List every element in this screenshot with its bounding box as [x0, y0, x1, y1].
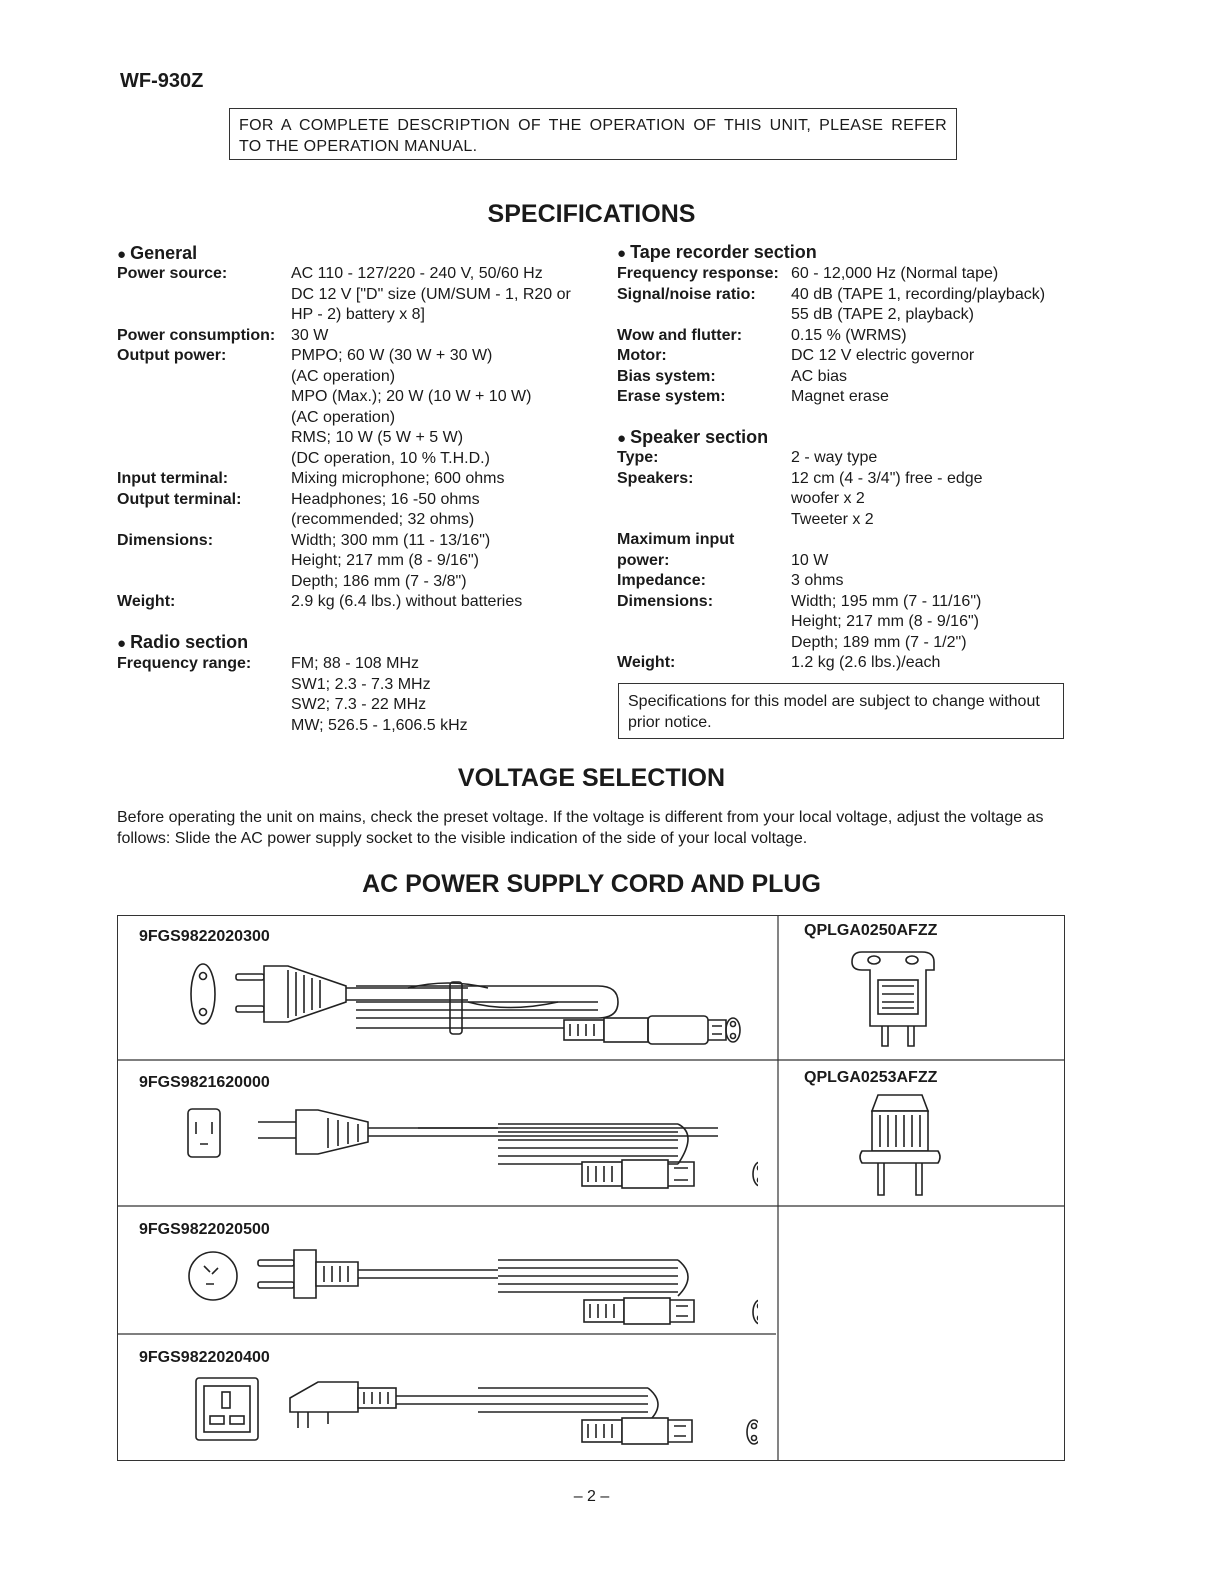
spec-value-line: FM; 88 - 108 MHz: [291, 655, 420, 672]
spec-row: [617, 264, 1067, 285]
spec-row: [617, 530, 1067, 551]
spec-value-line: woofer x 2: [791, 490, 865, 507]
spec-values: [791, 653, 1067, 674]
tape-heading: ● Tape recorder section: [617, 242, 817, 262]
spec-values: [791, 571, 1067, 592]
spec-value-line: Height; 217 mm (8 - 9/16"): [291, 552, 479, 569]
spec-value-line: 3 ohms: [791, 572, 844, 589]
cord-part-number: 9FGS9821620000: [139, 1074, 270, 1091]
spec-value-line: Magnet erase: [791, 388, 889, 405]
spec-label: Impedance:: [617, 572, 706, 589]
bullet-icon: ●: [617, 430, 627, 447]
spec-value-line: HP - 2) battery x 8]: [291, 306, 425, 323]
spec-label: Weight:: [117, 593, 176, 610]
spec-values: [791, 264, 1067, 285]
spec-value-line: DC 12 V electric governor: [791, 347, 975, 364]
spec-label: Erase system:: [617, 388, 726, 405]
spec-row: [617, 346, 1067, 367]
spec-value-line: Height; 217 mm (8 - 9/16"): [791, 613, 979, 630]
spec-row: [617, 592, 1067, 654]
spec-value-line: 2.9 kg (6.4 lbs.) without batteries: [291, 593, 523, 610]
spec-value-line: 40 dB (TAPE 1, recording/playback): [791, 285, 1046, 303]
spec-value-line: Width; 195 mm (7 - 11/16"): [791, 592, 982, 610]
radio-heading: ● Radio section: [117, 632, 249, 652]
cord-part-number: 9FGS9822020300: [139, 928, 270, 945]
adaptor-part-number: QPLGA0250AFZZ: [804, 922, 938, 939]
spec-values: [791, 530, 1067, 551]
spec-value-line: 12 cm (4 - 3/4") free - edge: [791, 469, 983, 487]
spec-value-line: 10 W: [791, 551, 829, 569]
spec-value-line: AC bias: [791, 367, 848, 385]
spec-label: Frequency response:: [617, 265, 779, 282]
adaptor-part-number: QPLGA0253AFZZ: [804, 1069, 938, 1086]
spec-values: [291, 326, 587, 347]
spec-value-line: Mixing microphone; 600 ohms: [291, 470, 505, 487]
spec-label: Output power:: [117, 347, 227, 364]
au-plug-cord-illustration: [178, 1246, 758, 1326]
spec-row: [117, 264, 587, 326]
spec-row: [617, 571, 1067, 592]
spec-value-line: AC 110 - 127/220 - 240 V, 50/60 Hz: [291, 265, 543, 282]
spec-values: [791, 469, 1067, 531]
spec-value-line: (DC operation, 10 % T.H.D.): [291, 449, 490, 467]
cord-table: [117, 915, 1065, 1461]
adaptor-qplga0250-illustration: [848, 946, 948, 1054]
tape-spec-list: [617, 264, 1067, 408]
spec-row: [617, 653, 1067, 674]
spec-value-line: Depth; 189 mm (7 - 1/2"): [791, 633, 967, 651]
spec-values: [791, 387, 1067, 408]
spec-row: [617, 367, 1067, 388]
bullet-icon: ●: [617, 245, 627, 262]
spec-values: [291, 346, 587, 469]
spec-label: Output terminal:: [117, 490, 242, 508]
spec-values: [791, 346, 1067, 367]
spec-row: [617, 551, 1067, 572]
spec-row: [117, 346, 587, 469]
spec-value-line: 30 W: [291, 326, 329, 344]
speaker-heading: ● Speaker section: [617, 427, 769, 447]
spec-value-line: 1.2 kg (2.6 lbs.)/each: [791, 654, 941, 671]
general-spec-list: [117, 264, 587, 613]
spec-label: Maximum input: [617, 531, 735, 548]
spec-row: [117, 654, 587, 736]
spec-label: Power consumption:: [117, 326, 276, 344]
notice-line-1: FOR A COMPLETE DESCRIPTION OF THE OPERATION OF THIS UNIT, PLEASE REFER: [239, 117, 947, 134]
spec-label: Bias system:: [617, 367, 716, 385]
spec-values: [791, 285, 1067, 326]
spec-value-line: Depth; 186 mm (7 - 3/8"): [291, 572, 467, 590]
cord-part-number: 9FGS9822020500: [139, 1221, 270, 1238]
spec-value-line: (AC operation): [291, 367, 396, 385]
spec-label: Motor:: [617, 347, 667, 364]
spec-label: Dimensions:: [117, 531, 214, 549]
spec-label: Dimensions:: [617, 592, 714, 610]
cord-part-number: 9FGS9822020400: [139, 1349, 270, 1366]
spec-values: [291, 531, 587, 593]
spec-row: [117, 469, 587, 490]
spec-row: [617, 285, 1067, 326]
spec-values: [791, 592, 1067, 654]
voltage-selection-title: VOLTAGE SELECTION: [457, 764, 726, 792]
bullet-icon: ●: [117, 246, 127, 263]
speaker-spec-list: [617, 448, 1067, 674]
spec-value-line: Tweeter x 2: [791, 510, 874, 528]
spec-change-notice: Specifications for this model are subject to change without prior notice.: [618, 683, 1064, 739]
spec-values: [291, 654, 587, 736]
spec-label: Power source:: [117, 265, 228, 282]
spec-row: [117, 326, 587, 347]
spec-label: Input terminal:: [117, 470, 229, 487]
general-heading: ● General: [117, 243, 198, 263]
spec-value-line: 2 - way type: [791, 449, 878, 466]
page-number: – 2 –: [573, 1488, 610, 1505]
spec-values: [791, 551, 1067, 572]
spec-value-line: SW1; 2.3 - 7.3 MHz: [291, 675, 431, 693]
spec-row: [117, 592, 587, 613]
model-number: WF-930Z: [120, 70, 204, 92]
spec-value-line: RMS; 10 W (5 W + 5 W): [291, 429, 464, 446]
spec-value-line: Width; 300 mm (11 - 13/16"): [291, 531, 491, 549]
spec-values: [291, 490, 587, 531]
spec-label: Frequency range:: [117, 655, 252, 672]
spec-value-line: DC 12 V ["D" size (UM/SUM - 1, R20 or: [291, 285, 571, 303]
bullet-icon: ●: [117, 635, 127, 652]
spec-value-line: 0.15 % (WRMS): [791, 326, 907, 344]
spec-values: [791, 326, 1067, 347]
spec-label: Type:: [617, 449, 659, 466]
spec-values: [291, 592, 587, 613]
spec-row: [617, 326, 1067, 347]
uk-plug-cord-illustration: [178, 1374, 758, 1454]
spec-label: power:: [617, 551, 670, 569]
spec-value-line: SW2; 7.3 - 22 MHz: [291, 696, 427, 713]
spec-row: [617, 469, 1067, 531]
operation-manual-notice: [229, 108, 957, 160]
spec-value-line: 55 dB (TAPE 2, playback): [791, 306, 974, 323]
notice-line-2: TO THE OPERATION MANUAL.: [239, 138, 478, 155]
spec-label: Signal/noise ratio:: [617, 285, 756, 303]
spec-value-line: PMPO; 60 W (30 W + 30 W): [291, 347, 493, 364]
spec-row: [617, 448, 1067, 469]
spec-values: [791, 367, 1067, 388]
spec-row: [117, 490, 587, 531]
specifications-title: SPECIFICATIONS: [487, 200, 696, 228]
spec-row: [617, 387, 1067, 408]
spec-value-line: [791, 530, 1067, 551]
spec-label: Wow and flutter:: [617, 326, 743, 344]
spec-value-line: MW; 526.5 - 1,606.5 kHz: [291, 716, 468, 734]
spec-row: [117, 531, 587, 593]
spec-values: [791, 448, 1067, 469]
spec-value-line: MPO (Max.); 20 W (10 W + 10 W): [291, 388, 532, 405]
spec-value-line: (AC operation): [291, 408, 396, 426]
spec-values: [291, 469, 587, 490]
adaptor-qplga0253-illustration: [858, 1091, 948, 1201]
radio-spec-list: [117, 654, 587, 736]
spec-label: Weight:: [617, 654, 676, 671]
euro-plug-cord-illustration: [178, 958, 758, 1048]
spec-values: [291, 264, 587, 326]
voltage-selection-text: Before operating the unit on mains, check the preset voltage. If the voltage is different from your local voltage, adjust the voltage as follows: Slide the AC power supply socket to the visible indication of the side of your local voltage.: [117, 809, 1044, 847]
us-plug-cord-illustration: [178, 1104, 758, 1194]
ac-cord-title: AC POWER SUPPLY CORD AND PLUG: [362, 870, 821, 898]
spec-label: Speakers:: [617, 469, 694, 487]
spec-value-line: Headphones; 16 -50 ohms: [291, 490, 480, 508]
spec-value-line: (recommended; 32 ohms): [291, 511, 475, 528]
spec-value-line: 60 - 12,000 Hz (Normal tape): [791, 265, 999, 282]
